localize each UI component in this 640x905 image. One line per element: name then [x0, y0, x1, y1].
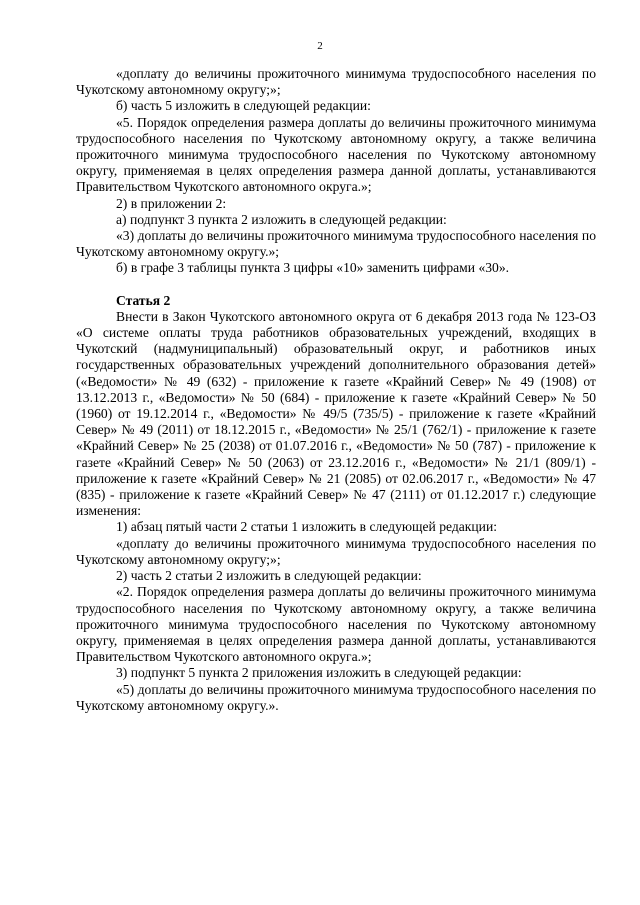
paragraph: «доплату до величины прожиточного минимума трудоспособного населения по Чукотскому автономному округу;»;: [76, 535, 596, 567]
paragraph: б) в графе 3 таблицы пункта 3 цифры «10» заменить цифрами «30».: [116, 260, 510, 276]
paragraph: «2. Порядок определения размера доплаты до величины прожиточного минимума трудоспособного населения по Чукотскому автономному округу, а также величина прожиточного минимума трудоспособного населения по Чукотскому автономному округу, применяемая в целях определения размера данной доплаты, устанавливаются Правительством Чукотского автономного округа.»;: [76, 584, 596, 665]
paragraph: а) подпункт 3 пункта 2 изложить в следующей редакции:: [116, 211, 447, 227]
paragraph: б) часть 5 изложить в следующей редакции:: [116, 98, 371, 114]
paragraph: «5. Порядок определения размера доплаты до величины прожиточного минимума трудоспособного населения по Чукотскому автономному округу, а также величина прожиточного минимума трудоспособного населения по Чукотскому автономному округу, применяемая в целях определения размера данной доплаты, устанавливаются Правительством Чукотского автономного округа.»;: [76, 114, 596, 195]
page-number: 2: [317, 40, 323, 52]
spacer: [76, 277, 596, 293]
paragraph: «5) доплаты до величины прожиточного минимума трудоспособного населения по Чукотскому автономному округу.».: [76, 681, 596, 713]
paragraph: 3) подпункт 5 пункта 2 приложения изложить в следующей редакции:: [116, 665, 522, 681]
article-heading: Статья 2: [116, 292, 171, 308]
paragraph: 1) абзац пятый части 2 статьи 1 изложить в следующей редакции:: [116, 519, 497, 535]
document-body: [76, 66, 596, 714]
paragraph: 2) в приложении 2:: [116, 195, 227, 211]
paragraph: 2) часть 2 статьи 2 изложить в следующей редакции:: [116, 568, 422, 584]
paragraph: «3) доплаты до величины прожиточного минимума трудоспособного населения по Чукотскому автономному округу.»;: [76, 228, 596, 260]
paragraph: «доплату до величины прожиточного минимума трудоспособного населения по Чукотскому автономному округу;»;: [76, 66, 596, 98]
paragraph: Внести в Закон Чукотского автономного округа от 6 декабря 2013 года № 123-ОЗ «О системе оплаты труда работников образовательных учреждений, входящих в Чукотский (надмуниципальный) образовательный округ, и работников иных государственных образовательных учреждений дополнительного образования детей» («Ведомости» № 49 (632) - приложение к газете «Крайний Север» № 49 (1908) от 13.12.2013 г., «Ведомости» № 50 (684) - приложение к газете «Крайний Север» № 50 (1960) от 19.12.2014 г., «Ведомости» № 49/5 (735/5) - приложение к газете «Крайний Север» № 49 (2011) от 18.12.2015 г., «Ведомости» № 25/1 (762/1) - приложение к газете «Крайний Север» № 25 (2038) от 01.07.2016 г., «Ведомости» № 50 (787) - приложение к газете «Крайний Север» № 50 (2063) от 23.12.2016 г., «Ведомости» № 21/1 (809/1) - приложение к газете «Крайний Север» № 21 (2085) от 02.06.2017 г., «Ведомости» № 47 (835) - приложение к газете «Крайний Север» № 47 (2111) от 01.12.2017 г.) следующие изменения:: [76, 308, 596, 519]
